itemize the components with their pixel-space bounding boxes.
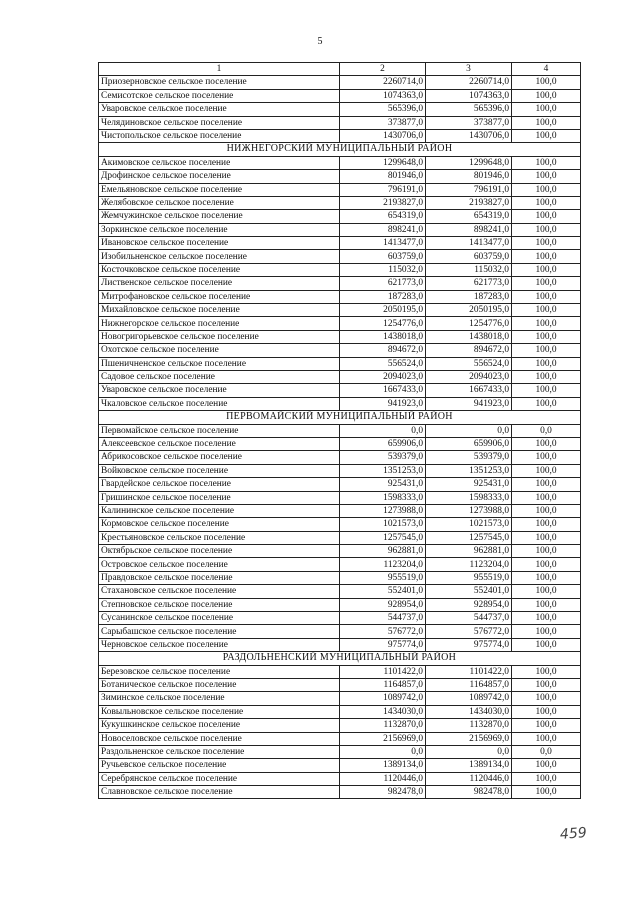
settlement-name: Правдовское сельское поселение (99, 571, 340, 584)
settlement-name: Желябовское сельское поселение (99, 196, 340, 209)
actual-amount: 603759,0 (426, 250, 512, 263)
region-header-row (99, 143, 581, 156)
execution-percent: 100,0 (512, 397, 581, 410)
actual-amount: 556524,0 (426, 357, 512, 370)
budget-table (98, 62, 581, 799)
table-row (99, 357, 581, 370)
settlement-name: Черновское сельское поселение (99, 638, 340, 651)
execution-percent: 100,0 (512, 759, 581, 772)
execution-percent: 100,0 (512, 277, 581, 290)
actual-amount: 1120446,0 (426, 772, 512, 785)
execution-percent: 100,0 (512, 170, 581, 183)
header-cell-3: 3 (426, 63, 512, 76)
region-name: НИЖНЕГОРСКИЙ МУНИЦИПАЛЬНЫЙ РАЙОН (99, 143, 581, 156)
settlement-name: Ковыльновское сельское поселение (99, 705, 340, 718)
table-row (99, 263, 581, 276)
actual-amount: 962881,0 (426, 545, 512, 558)
header-cell-2: 2 (340, 63, 426, 76)
execution-percent: 100,0 (512, 237, 581, 250)
execution-percent: 100,0 (512, 156, 581, 169)
actual-amount: 928954,0 (426, 598, 512, 611)
actual-amount: 1438018,0 (426, 330, 512, 343)
settlement-name: Калининское сельское поселение (99, 504, 340, 517)
planned-amount: 0,0 (340, 745, 426, 758)
actual-amount: 0,0 (426, 424, 512, 437)
table-row (99, 491, 581, 504)
actual-amount: 898241,0 (426, 223, 512, 236)
execution-percent: 100,0 (512, 491, 581, 504)
execution-percent: 100,0 (512, 719, 581, 732)
actual-amount: 1598333,0 (426, 491, 512, 504)
settlement-name: Славновское сельское поселение (99, 786, 340, 799)
execution-percent: 100,0 (512, 464, 581, 477)
planned-amount: 982478,0 (340, 786, 426, 799)
actual-amount: 0,0 (426, 745, 512, 758)
execution-percent: 100,0 (512, 531, 581, 544)
execution-percent: 100,0 (512, 437, 581, 450)
settlement-name: Дрофинское сельское поселение (99, 170, 340, 183)
execution-percent: 100,0 (512, 196, 581, 209)
planned-amount: 898241,0 (340, 223, 426, 236)
actual-amount: 801946,0 (426, 170, 512, 183)
execution-percent: 100,0 (512, 678, 581, 691)
actual-amount: 544737,0 (426, 612, 512, 625)
settlement-name: Алексеевское сельское поселение (99, 437, 340, 450)
execution-percent: 100,0 (512, 598, 581, 611)
actual-amount: 1430706,0 (426, 129, 512, 142)
actual-amount: 1257545,0 (426, 531, 512, 544)
region-name: РАЗДОЛЬНЕНСКИЙ МУНИЦИПАЛЬНЫЙ РАЙОН (99, 652, 581, 665)
table-row (99, 116, 581, 129)
planned-amount: 1351253,0 (340, 464, 426, 477)
header-cell-4: 4 (512, 63, 581, 76)
table-row (99, 330, 581, 343)
settlement-name: Новогригорьевское сельское поселение (99, 330, 340, 343)
settlement-name: Семисотское сельское поселение (99, 89, 340, 102)
table-row (99, 504, 581, 517)
settlement-name: Зиминское сельское поселение (99, 692, 340, 705)
execution-percent: 100,0 (512, 545, 581, 558)
table-row (99, 571, 581, 584)
actual-amount: 539379,0 (426, 451, 512, 464)
settlement-name: Емельяновское сельское поселение (99, 183, 340, 196)
settlement-name: Пшеничненское сельское поселение (99, 357, 340, 370)
table-row (99, 518, 581, 531)
planned-amount: 2050195,0 (340, 304, 426, 317)
header-cell-1: 1 (99, 63, 340, 76)
actual-amount: 2094023,0 (426, 370, 512, 383)
actual-amount: 1164857,0 (426, 678, 512, 691)
actual-amount: 2260714,0 (426, 76, 512, 89)
planned-amount: 1074363,0 (340, 89, 426, 102)
actual-amount: 925431,0 (426, 478, 512, 491)
actual-amount: 1021573,0 (426, 518, 512, 531)
execution-percent: 100,0 (512, 304, 581, 317)
actual-amount: 1089742,0 (426, 692, 512, 705)
settlement-name: Жемчужинское сельское поселение (99, 210, 340, 223)
settlement-name: Нижнегорское сельское поселение (99, 317, 340, 330)
settlement-name: Абрикосовское сельское поселение (99, 451, 340, 464)
actual-amount: 187283,0 (426, 290, 512, 303)
table-row (99, 612, 581, 625)
execution-percent: 100,0 (512, 76, 581, 89)
planned-amount: 654319,0 (340, 210, 426, 223)
execution-percent: 100,0 (512, 585, 581, 598)
table-row (99, 531, 581, 544)
table-row (99, 223, 581, 236)
settlement-name: Акимовское сельское поселение (99, 156, 340, 169)
planned-amount: 603759,0 (340, 250, 426, 263)
execution-percent: 100,0 (512, 223, 581, 236)
planned-amount: 1021573,0 (340, 518, 426, 531)
planned-amount: 373877,0 (340, 116, 426, 129)
execution-percent: 100,0 (512, 705, 581, 718)
execution-percent: 100,0 (512, 665, 581, 678)
actual-amount: 565396,0 (426, 103, 512, 116)
planned-amount: 975774,0 (340, 638, 426, 651)
planned-amount: 925431,0 (340, 478, 426, 491)
table-row (99, 89, 581, 102)
settlement-name: Уваровское сельское поселение (99, 384, 340, 397)
actual-amount: 576772,0 (426, 625, 512, 638)
actual-amount: 654319,0 (426, 210, 512, 223)
planned-amount: 941923,0 (340, 397, 426, 410)
actual-amount: 2050195,0 (426, 304, 512, 317)
table-row (99, 370, 581, 383)
actual-amount: 1389134,0 (426, 759, 512, 772)
actual-amount: 659906,0 (426, 437, 512, 450)
settlement-name: Изобильненское сельское поселение (99, 250, 340, 263)
execution-percent: 100,0 (512, 732, 581, 745)
table-row (99, 183, 581, 196)
table-row (99, 384, 581, 397)
table-row (99, 437, 581, 450)
actual-amount: 955519,0 (426, 571, 512, 584)
table-row (99, 478, 581, 491)
page-number: 5 (317, 36, 323, 47)
region-header-row (99, 652, 581, 665)
execution-percent: 100,0 (512, 558, 581, 571)
table-row (99, 196, 581, 209)
settlement-name: Приозерновское сельское поселение (99, 76, 340, 89)
table-row (99, 464, 581, 477)
settlement-name: Михайловское сельское поселение (99, 304, 340, 317)
table-row (99, 772, 581, 785)
table-row (99, 545, 581, 558)
execution-percent: 0,0 (512, 745, 581, 758)
planned-amount: 962881,0 (340, 545, 426, 558)
settlement-name: Березовское сельское поселение (99, 665, 340, 678)
table-row (99, 237, 581, 250)
actual-amount: 796191,0 (426, 183, 512, 196)
table-row (99, 585, 581, 598)
actual-amount: 1667433,0 (426, 384, 512, 397)
actual-amount: 982478,0 (426, 786, 512, 799)
execution-percent: 100,0 (512, 370, 581, 383)
table-row (99, 638, 581, 651)
actual-amount: 2193827,0 (426, 196, 512, 209)
settlement-name: Гришинское сельское поселение (99, 491, 340, 504)
table-row (99, 304, 581, 317)
settlement-name: Охотское сельское поселение (99, 344, 340, 357)
execution-percent: 100,0 (512, 772, 581, 785)
table-row (99, 210, 581, 223)
settlement-name: Ботаническое сельское поселение (99, 678, 340, 691)
table-row (99, 129, 581, 142)
execution-percent: 100,0 (512, 451, 581, 464)
table-row (99, 103, 581, 116)
planned-amount: 2094023,0 (340, 370, 426, 383)
table-row (99, 170, 581, 183)
planned-amount: 928954,0 (340, 598, 426, 611)
settlement-name: Кормовское сельское поселение (99, 518, 340, 531)
planned-amount: 1089742,0 (340, 692, 426, 705)
actual-amount: 941923,0 (426, 397, 512, 410)
actual-amount: 1123204,0 (426, 558, 512, 571)
settlement-name: Степновское сельское поселение (99, 598, 340, 611)
actual-amount: 1434030,0 (426, 705, 512, 718)
planned-amount: 796191,0 (340, 183, 426, 196)
actual-amount: 1254776,0 (426, 317, 512, 330)
planned-amount: 552401,0 (340, 585, 426, 598)
table-row (99, 250, 581, 263)
planned-amount: 955519,0 (340, 571, 426, 584)
planned-amount: 1132870,0 (340, 719, 426, 732)
table-row (99, 705, 581, 718)
planned-amount: 1299648,0 (340, 156, 426, 169)
actual-amount: 373877,0 (426, 116, 512, 129)
settlement-name: Сусанинское сельское поселение (99, 612, 340, 625)
execution-percent: 100,0 (512, 129, 581, 142)
planned-amount: 894672,0 (340, 344, 426, 357)
planned-amount: 1120446,0 (340, 772, 426, 785)
header-row (99, 63, 581, 76)
planned-amount: 115032,0 (340, 263, 426, 276)
actual-amount: 975774,0 (426, 638, 512, 651)
actual-amount: 1074363,0 (426, 89, 512, 102)
planned-amount: 659906,0 (340, 437, 426, 450)
execution-percent: 100,0 (512, 571, 581, 584)
settlement-name: Кукушкинское сельское поселение (99, 719, 340, 732)
table-row (99, 156, 581, 169)
execution-percent: 100,0 (512, 692, 581, 705)
actual-amount: 621773,0 (426, 277, 512, 290)
execution-percent: 100,0 (512, 384, 581, 397)
table-row (99, 558, 581, 571)
settlement-name: Чкаловское сельское поселение (99, 397, 340, 410)
table-row (99, 598, 581, 611)
planned-amount: 2260714,0 (340, 76, 426, 89)
planned-amount: 1254776,0 (340, 317, 426, 330)
settlement-name: Чистопольское сельское поселение (99, 129, 340, 142)
settlement-name: Крестьяновское сельское поселение (99, 531, 340, 544)
planned-amount: 2156969,0 (340, 732, 426, 745)
settlement-name: Косточковское сельское поселение (99, 263, 340, 276)
planned-amount: 1434030,0 (340, 705, 426, 718)
planned-amount: 1101422,0 (340, 665, 426, 678)
settlement-name: Войковское сельское поселение (99, 464, 340, 477)
planned-amount: 1257545,0 (340, 531, 426, 544)
execution-percent: 100,0 (512, 89, 581, 102)
region-header-row (99, 411, 581, 424)
settlement-name: Сарыбашское сельское поселение (99, 625, 340, 638)
actual-amount: 1351253,0 (426, 464, 512, 477)
planned-amount: 1389134,0 (340, 759, 426, 772)
planned-amount: 1667433,0 (340, 384, 426, 397)
execution-percent: 100,0 (512, 116, 581, 129)
settlement-name: Раздольненское сельское поселение (99, 745, 340, 758)
execution-percent: 100,0 (512, 250, 581, 263)
execution-percent: 100,0 (512, 357, 581, 370)
execution-percent: 100,0 (512, 518, 581, 531)
execution-percent: 100,0 (512, 330, 581, 343)
settlement-name: Ивановское сельское поселение (99, 237, 340, 250)
table-row (99, 290, 581, 303)
table-row (99, 424, 581, 437)
execution-percent: 100,0 (512, 210, 581, 223)
execution-percent: 100,0 (512, 638, 581, 651)
planned-amount: 544737,0 (340, 612, 426, 625)
settlement-name: Серебрянское сельское поселение (99, 772, 340, 785)
actual-amount: 552401,0 (426, 585, 512, 598)
table-row (99, 344, 581, 357)
planned-amount: 1413477,0 (340, 237, 426, 250)
actual-amount: 1132870,0 (426, 719, 512, 732)
settlement-name: Стахановское сельское поселение (99, 585, 340, 598)
actual-amount: 1413477,0 (426, 237, 512, 250)
actual-amount: 1101422,0 (426, 665, 512, 678)
planned-amount: 1438018,0 (340, 330, 426, 343)
table-row (99, 732, 581, 745)
table-row (99, 719, 581, 732)
execution-percent: 100,0 (512, 478, 581, 491)
settlement-name: Октябрьское сельское поселение (99, 545, 340, 558)
table-row (99, 625, 581, 638)
planned-amount: 1164857,0 (340, 678, 426, 691)
settlement-name: Гвардейское сельское поселение (99, 478, 340, 491)
actual-amount: 115032,0 (426, 263, 512, 276)
execution-percent: 100,0 (512, 103, 581, 116)
handwritten-page-note: 459 (559, 825, 588, 843)
settlement-name: Митрофановское сельское поселение (99, 290, 340, 303)
planned-amount: 0,0 (340, 424, 426, 437)
planned-amount: 1598333,0 (340, 491, 426, 504)
planned-amount: 187283,0 (340, 290, 426, 303)
settlement-name: Островское сельское поселение (99, 558, 340, 571)
actual-amount: 1273988,0 (426, 504, 512, 517)
table-row (99, 277, 581, 290)
settlement-name: Садовое сельское поселение (99, 370, 340, 383)
table-row (99, 76, 581, 89)
table-row (99, 786, 581, 799)
planned-amount: 621773,0 (340, 277, 426, 290)
table-row (99, 397, 581, 410)
execution-percent: 100,0 (512, 183, 581, 196)
table-row (99, 451, 581, 464)
settlement-name: Ручьевское сельское поселение (99, 759, 340, 772)
actual-amount: 1299648,0 (426, 156, 512, 169)
table-row (99, 692, 581, 705)
planned-amount: 801946,0 (340, 170, 426, 183)
settlement-name: Зоркинское сельское поселение (99, 223, 340, 236)
execution-percent: 100,0 (512, 786, 581, 799)
region-name: ПЕРВОМАЙСКИЙ МУНИЦИПАЛЬНЫЙ РАЙОН (99, 411, 581, 424)
settlement-name: Лиственское сельское поселение (99, 277, 340, 290)
planned-amount: 576772,0 (340, 625, 426, 638)
planned-amount: 1430706,0 (340, 129, 426, 142)
execution-percent: 100,0 (512, 625, 581, 638)
planned-amount: 565396,0 (340, 103, 426, 116)
settlement-name: Уваровское сельское поселение (99, 103, 340, 116)
execution-percent: 100,0 (512, 263, 581, 276)
planned-amount: 1273988,0 (340, 504, 426, 517)
actual-amount: 2156969,0 (426, 732, 512, 745)
execution-percent: 100,0 (512, 317, 581, 330)
execution-percent: 100,0 (512, 612, 581, 625)
planned-amount: 539379,0 (340, 451, 426, 464)
actual-amount: 894672,0 (426, 344, 512, 357)
table-row (99, 678, 581, 691)
settlement-name: Первомайское сельское поселение (99, 424, 340, 437)
table-row (99, 745, 581, 758)
table-row (99, 317, 581, 330)
planned-amount: 556524,0 (340, 357, 426, 370)
planned-amount: 1123204,0 (340, 558, 426, 571)
execution-percent: 100,0 (512, 504, 581, 517)
execution-percent: 0,0 (512, 424, 581, 437)
execution-percent: 100,0 (512, 344, 581, 357)
table-row (99, 759, 581, 772)
planned-amount: 2193827,0 (340, 196, 426, 209)
settlement-name: Новоселовское сельское поселение (99, 732, 340, 745)
execution-percent: 100,0 (512, 290, 581, 303)
table-row (99, 665, 581, 678)
settlement-name: Челядиновское сельское поселение (99, 116, 340, 129)
